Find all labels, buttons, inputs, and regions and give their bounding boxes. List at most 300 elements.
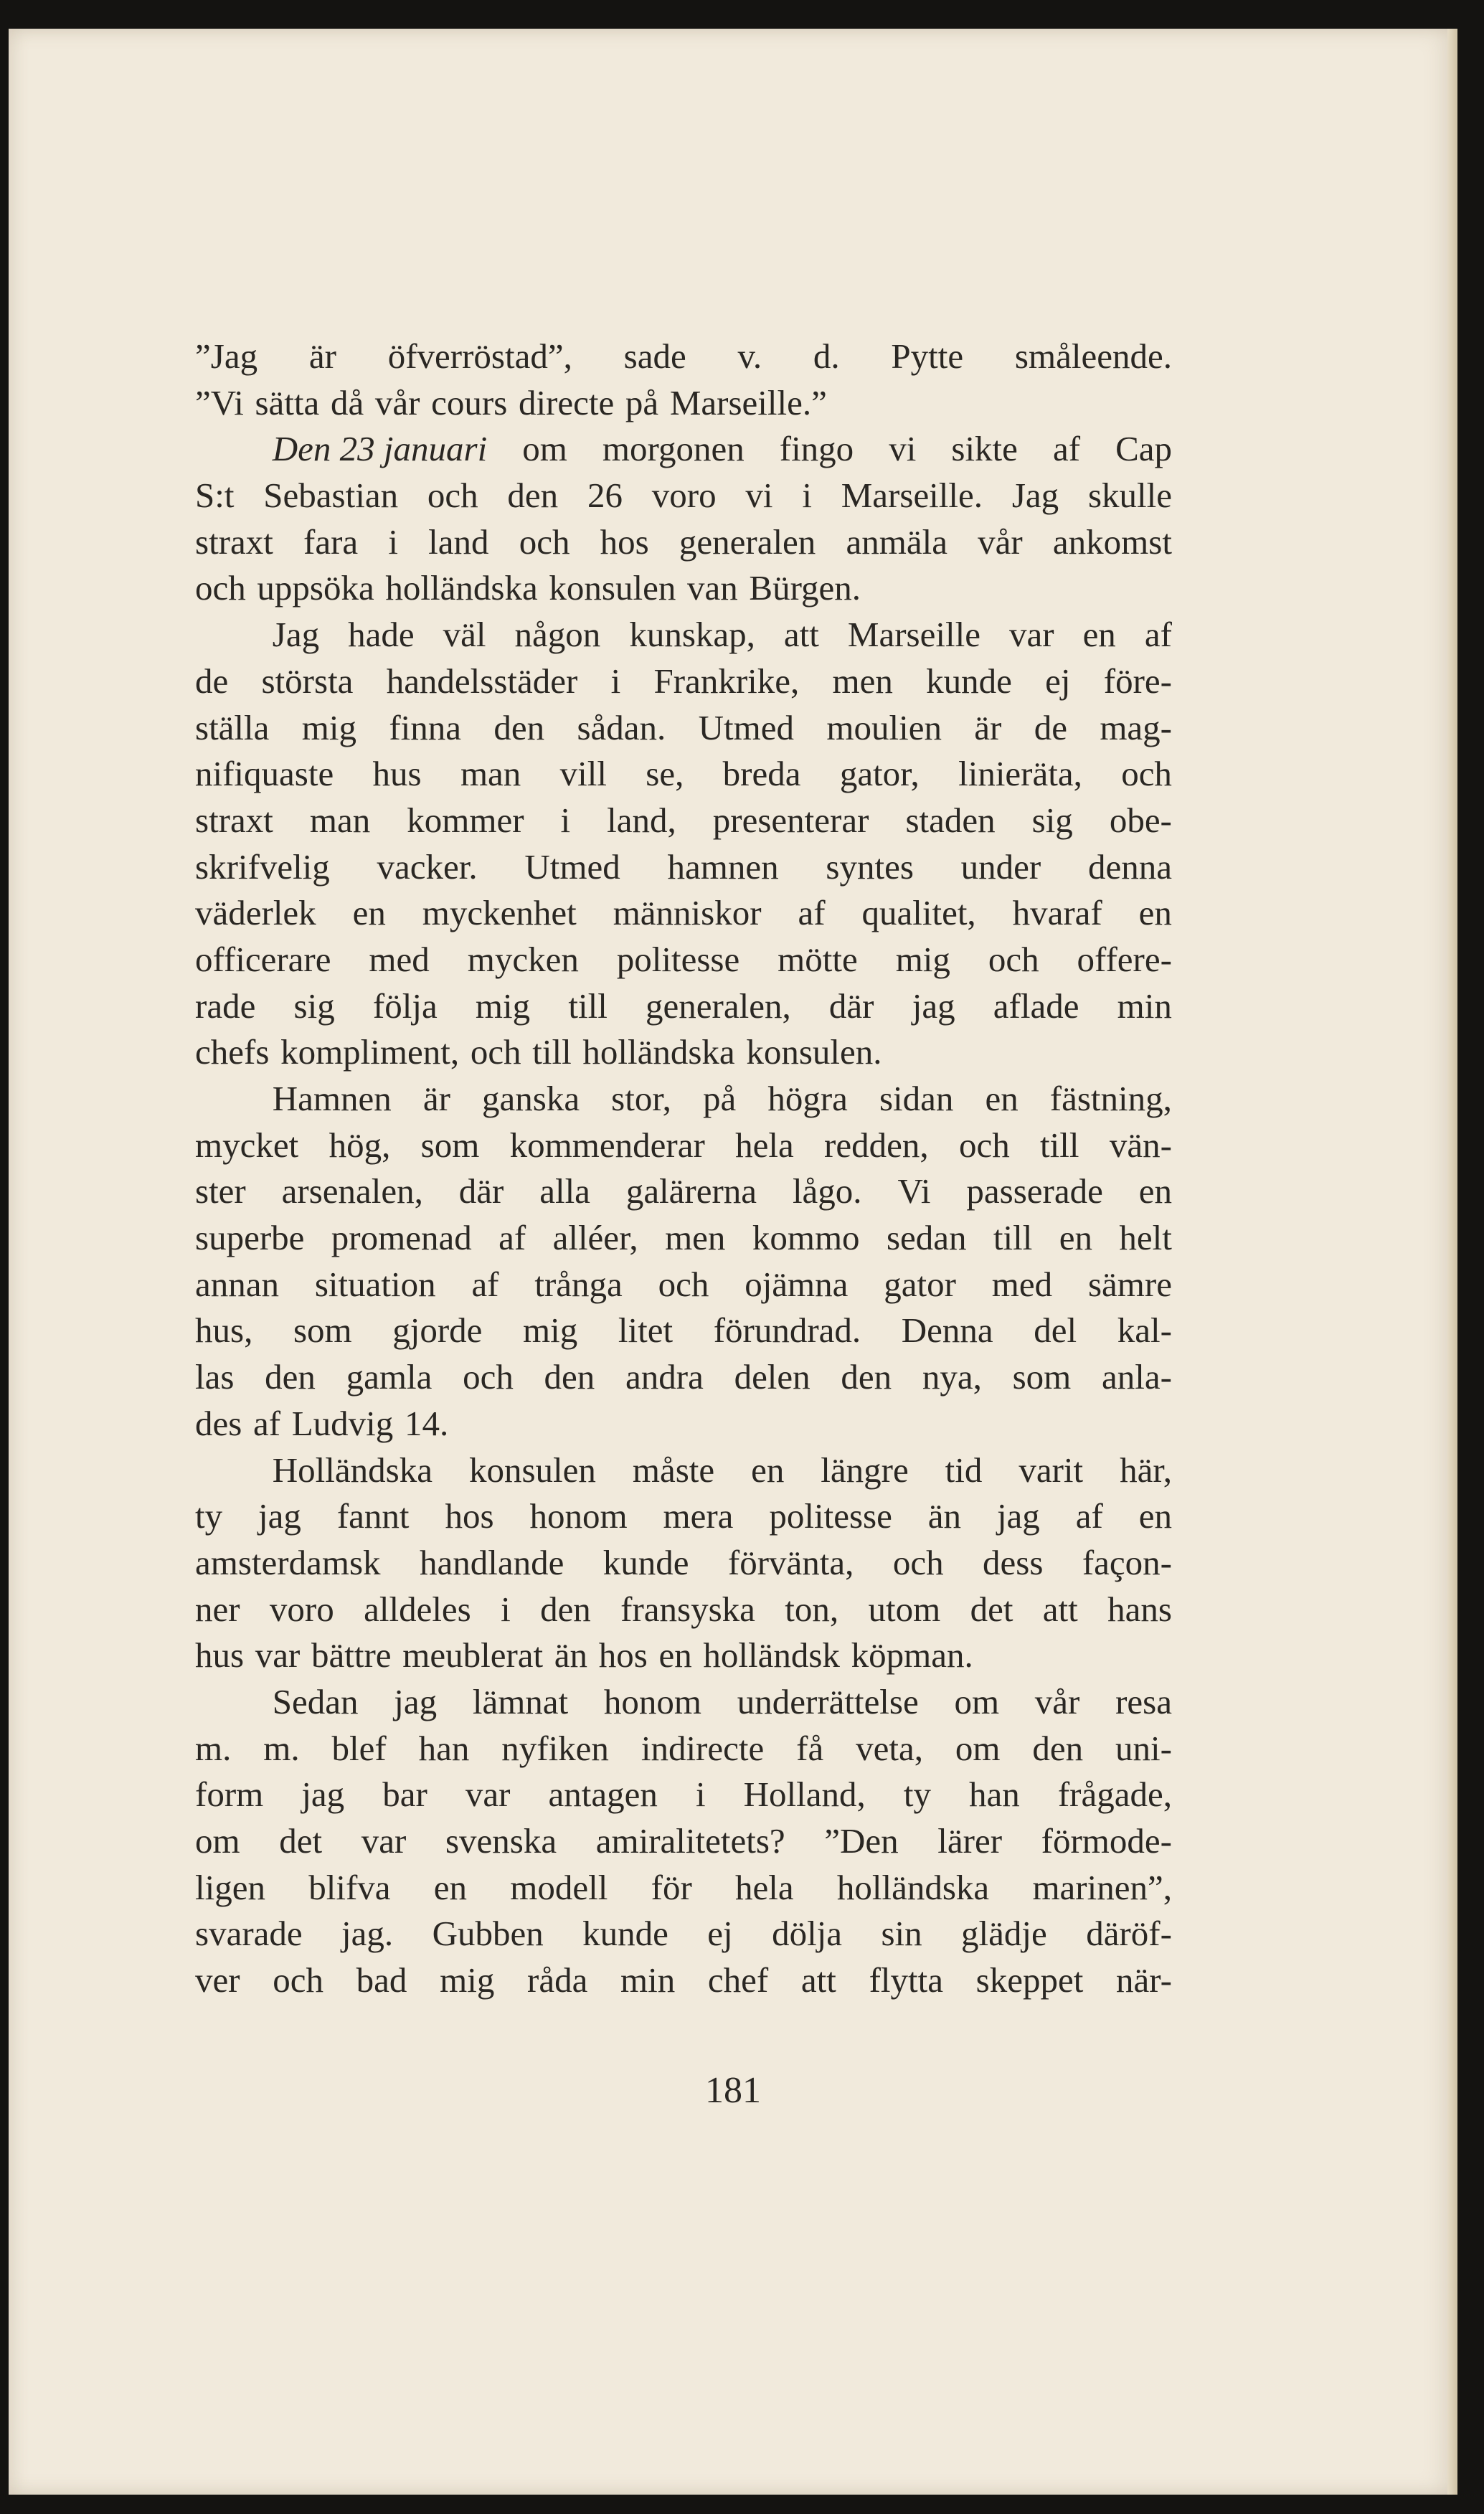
word: gamla: [346, 1357, 433, 1397]
word: konsulen: [468, 1450, 596, 1490]
word: om: [954, 1681, 1000, 1721]
word: anmäla: [846, 521, 947, 562]
word: fara: [303, 521, 359, 562]
word: konsulen: [549, 568, 676, 608]
word: finna: [389, 707, 462, 747]
text-line: [195, 1772, 1172, 1818]
word: 14.: [404, 1403, 449, 1443]
word: ster: [195, 1171, 246, 1211]
word: men: [832, 661, 893, 701]
word: under: [960, 846, 1041, 887]
word: straxt: [195, 521, 273, 562]
word: och: [195, 568, 246, 608]
word: land: [428, 521, 489, 562]
word: i: [560, 800, 571, 840]
word: konsulen.: [746, 1032, 882, 1072]
word: nya,: [922, 1357, 982, 1397]
word: hus,: [195, 1310, 253, 1351]
word: i: [610, 661, 621, 701]
word: ojämna: [745, 1264, 849, 1304]
word: var: [1008, 615, 1054, 655]
word: gjorde: [392, 1310, 483, 1351]
word: generalen,: [646, 986, 791, 1026]
text-line: [195, 1865, 1172, 1912]
word: Holland,: [743, 1775, 866, 1815]
word: varit: [1019, 1450, 1084, 1490]
text-line: [195, 473, 1172, 519]
word: största: [261, 661, 354, 701]
word: v.: [737, 336, 762, 376]
word: chefs: [195, 1032, 270, 1072]
word: sedan: [886, 1218, 967, 1258]
word: jag: [996, 1496, 1040, 1536]
word: som: [1012, 1357, 1072, 1397]
word: officerare: [195, 939, 331, 979]
word: kommer: [407, 800, 524, 840]
word: jag.: [341, 1914, 394, 1954]
word: jag: [912, 986, 955, 1026]
word: var: [255, 1635, 301, 1676]
word: var: [465, 1775, 511, 1815]
word: stor,: [611, 1079, 671, 1118]
word: blef: [331, 1728, 387, 1768]
word: glädje: [961, 1914, 1047, 1954]
text-line: [195, 612, 1172, 658]
word: sin: [881, 1914, 922, 1954]
word: sade: [623, 336, 686, 376]
text-line: [195, 1308, 1172, 1354]
text-line: [195, 1123, 1172, 1169]
italic-date: Den 23 januari: [272, 429, 488, 469]
word: en: [1138, 1496, 1172, 1536]
word: det: [970, 1589, 1013, 1629]
word: S:t: [195, 476, 235, 516]
word: dess: [983, 1542, 1044, 1582]
text-line: [195, 1076, 1172, 1123]
word: obe-: [1109, 800, 1172, 840]
word: hög,: [329, 1125, 391, 1165]
word: holländska: [385, 568, 538, 608]
word: Holländska: [272, 1450, 433, 1490]
word: bättre: [311, 1635, 392, 1676]
word: passerade: [966, 1171, 1103, 1211]
word: vill: [559, 754, 607, 794]
word: förvänta,: [727, 1542, 854, 1582]
page-number: 181: [705, 2070, 761, 2111]
word: som: [293, 1310, 352, 1351]
word: och: [988, 939, 1039, 979]
word: directe: [518, 382, 615, 422]
word: promenad: [331, 1218, 472, 1258]
word: qualitet,: [861, 893, 976, 933]
word: Cap: [1115, 429, 1172, 469]
word: Vi: [897, 1171, 931, 1211]
word: Hamnen: [272, 1079, 392, 1118]
text-line: [195, 937, 1172, 983]
text-line: [195, 426, 1172, 473]
word: antagen: [548, 1775, 658, 1815]
word: före-: [1103, 661, 1172, 701]
word: moulien: [826, 707, 942, 747]
text-line: [195, 380, 1172, 427]
word: hus: [195, 1635, 245, 1676]
word: skrifvelig: [195, 846, 330, 887]
word: Utmed: [524, 846, 620, 887]
paragraph: [195, 426, 1172, 612]
text-line: [195, 1493, 1172, 1540]
word: hos: [445, 1496, 494, 1536]
word: honom: [529, 1496, 628, 1536]
word: Utmed: [698, 707, 795, 747]
word: voro: [269, 1589, 334, 1629]
word: kommo: [752, 1218, 860, 1258]
text-line: [195, 1726, 1172, 1772]
word: kal-: [1117, 1310, 1172, 1351]
word: längre: [821, 1450, 909, 1490]
word: på: [625, 382, 659, 422]
word: sådan.: [577, 707, 666, 747]
word: gator,: [839, 754, 920, 794]
word: af: [253, 1403, 281, 1443]
paragraph: [195, 1447, 1172, 1679]
word: hans: [1107, 1589, 1172, 1629]
body-text: [195, 334, 1172, 2004]
word: mötte: [778, 939, 858, 979]
word: alla: [539, 1171, 590, 1211]
word: och: [463, 1357, 514, 1397]
text-line: [195, 1679, 1172, 1726]
word: lärer: [937, 1821, 1003, 1861]
text-line: [195, 1354, 1172, 1401]
word: någon: [514, 615, 601, 655]
word: den: [841, 1357, 892, 1397]
word: man: [309, 800, 371, 840]
word: ligen: [195, 1867, 265, 1907]
word: måste: [632, 1450, 715, 1490]
word: mig: [523, 1310, 578, 1351]
word: jag: [394, 1681, 438, 1721]
word: aflade: [993, 986, 1079, 1026]
word: om: [955, 1728, 1001, 1768]
word: en: [1138, 1171, 1172, 1211]
word: holländsk: [703, 1635, 840, 1676]
word: handlande: [419, 1542, 564, 1582]
word: hela: [735, 1125, 794, 1165]
word: underrättelse: [737, 1681, 919, 1721]
word: ty: [195, 1496, 223, 1536]
word: min: [620, 1960, 676, 2000]
word: anla-: [1102, 1357, 1172, 1397]
word: då: [330, 382, 364, 422]
word: han: [969, 1775, 1020, 1815]
word: hus: [372, 754, 422, 794]
word: på: [703, 1079, 737, 1118]
word: morgonen: [602, 429, 745, 469]
text-line: [195, 705, 1172, 752]
word: politesse: [616, 939, 740, 979]
word: Marseille.”: [669, 382, 827, 422]
word: att: [800, 1960, 836, 2000]
word: Pytte: [891, 336, 964, 376]
word: sig: [293, 986, 335, 1026]
word: se,: [646, 754, 684, 794]
text-line: [195, 890, 1172, 937]
word: politesse: [769, 1496, 892, 1536]
word: litet: [618, 1310, 674, 1351]
word: men: [665, 1218, 726, 1258]
word: följa: [372, 986, 438, 1026]
word: och: [658, 1264, 709, 1304]
word: form: [195, 1775, 264, 1815]
word: som: [420, 1125, 480, 1165]
text-line: [195, 1632, 1172, 1679]
word: att: [1042, 1589, 1078, 1629]
text-line: [195, 1262, 1172, 1308]
word: honom: [603, 1681, 701, 1721]
word: lågo.: [792, 1171, 862, 1211]
word: vår: [1034, 1681, 1080, 1721]
word: en: [352, 893, 386, 933]
word: arsenalen,: [281, 1171, 423, 1211]
word: småleende.: [1014, 336, 1172, 376]
word: af: [1075, 1496, 1103, 1536]
word: är: [974, 707, 1002, 747]
word: lämnat: [472, 1681, 569, 1721]
word: vi: [745, 476, 773, 516]
word: ankomst: [1052, 521, 1172, 562]
word: med: [991, 1264, 1053, 1304]
word: de: [1034, 707, 1067, 747]
word: trånga: [534, 1264, 623, 1304]
word: vacker.: [377, 846, 478, 887]
word: en: [751, 1450, 785, 1490]
word: och: [273, 1960, 323, 2000]
word: en: [985, 1079, 1019, 1118]
word: uppsöka: [257, 568, 374, 608]
word: nifiquaste: [195, 754, 334, 794]
word: chef: [707, 1960, 769, 2000]
word: breda: [722, 754, 801, 794]
word: en: [1138, 893, 1172, 933]
word: den: [540, 1589, 591, 1629]
word: ”Jag: [195, 336, 258, 376]
text-line: [195, 1818, 1172, 1865]
word: handelsstäder: [386, 661, 578, 701]
word: och: [1121, 754, 1172, 794]
word: där: [458, 1171, 504, 1211]
text-line: [195, 334, 1172, 380]
word: råda: [527, 1960, 588, 2000]
word: annan: [195, 1264, 279, 1304]
text-line: [195, 1401, 1172, 1447]
word: de: [195, 661, 229, 701]
text-line: [195, 1911, 1172, 1957]
word: svarade: [195, 1914, 303, 1954]
word: d.: [813, 336, 840, 376]
word: indirecte: [641, 1728, 765, 1768]
word: vår: [978, 521, 1023, 562]
word: mag-: [1100, 707, 1172, 747]
word: till: [1040, 1125, 1079, 1165]
word: här,: [1120, 1450, 1172, 1490]
word: skulle: [1087, 476, 1172, 516]
word: delen: [734, 1357, 810, 1397]
word: kunde: [926, 661, 1012, 701]
text-line: [195, 983, 1172, 1030]
word: 26: [587, 476, 623, 516]
word: redden,: [824, 1125, 929, 1165]
word: sätta: [255, 382, 320, 422]
word: m.: [195, 1728, 232, 1768]
word: af: [471, 1264, 499, 1304]
word: ton,: [785, 1589, 839, 1629]
word: helt: [1119, 1218, 1172, 1258]
text-line: [195, 751, 1172, 798]
word: mig: [440, 1960, 495, 2000]
word: och: [519, 521, 570, 562]
word: fannt: [336, 1496, 410, 1536]
word: och: [958, 1125, 1010, 1165]
word: straxt: [195, 800, 273, 840]
word: och: [427, 476, 478, 516]
word: galärerna: [625, 1171, 757, 1211]
word: façon-: [1082, 1542, 1172, 1582]
word: af: [798, 893, 826, 933]
word: till: [568, 986, 608, 1026]
word: ”Den: [824, 1821, 899, 1861]
text-line: [195, 1029, 1172, 1076]
word: blifva: [308, 1867, 391, 1907]
word: till: [993, 1218, 1033, 1258]
word: till: [532, 1032, 572, 1072]
text-line: [195, 1168, 1172, 1215]
word: kunskap,: [629, 615, 755, 655]
word: förundrad.: [713, 1310, 861, 1351]
word: om: [195, 1821, 240, 1861]
word: af: [498, 1218, 526, 1258]
word: mig: [475, 986, 531, 1026]
word: holländska: [836, 1867, 990, 1907]
word: väderlek: [195, 893, 316, 933]
word: mycket: [195, 1125, 299, 1165]
word: amiralitetets?: [595, 1821, 785, 1861]
word: rade: [195, 986, 256, 1026]
word: ställa: [195, 707, 270, 747]
word: modell: [510, 1867, 608, 1907]
word: dölja: [772, 1914, 843, 1954]
word: min: [1117, 986, 1172, 1026]
word: ner: [195, 1589, 240, 1629]
word: vän-: [1109, 1125, 1172, 1165]
word: Frankrike,: [653, 661, 800, 701]
word: amsterdamsk: [195, 1542, 381, 1582]
word: Jag: [272, 615, 320, 655]
text-line: [195, 519, 1172, 566]
text-line: [195, 1957, 1172, 2004]
word: svenska: [445, 1821, 557, 1861]
word: är: [422, 1079, 450, 1118]
paragraph: [195, 612, 1172, 1076]
word: än: [554, 1635, 588, 1676]
word: af: [1052, 429, 1081, 469]
text-line: [195, 1215, 1172, 1262]
word: köpman.: [851, 1635, 973, 1676]
word: högra: [767, 1079, 848, 1118]
word: generalen: [679, 521, 816, 562]
word: Marseille.: [841, 476, 983, 516]
word: i: [695, 1775, 706, 1815]
word: las: [195, 1357, 235, 1397]
paragraph: [195, 1076, 1172, 1447]
paragraph: [195, 1679, 1172, 2004]
word: öfverröstad”,: [387, 336, 572, 376]
word: superbe: [195, 1218, 305, 1258]
word: i: [388, 521, 398, 562]
word: hela: [735, 1867, 794, 1907]
word: hos: [598, 1635, 648, 1676]
text-line: [195, 565, 1172, 612]
word: hvaraf: [1012, 893, 1102, 933]
word: myckenhet: [422, 893, 577, 933]
word: det: [279, 1821, 323, 1861]
word: kunde: [602, 1542, 689, 1582]
word: offere-: [1077, 939, 1172, 979]
word: om: [522, 429, 567, 469]
word: sämre: [1087, 1264, 1172, 1304]
word: kunde: [582, 1914, 668, 1954]
word: marinen”,: [1032, 1867, 1172, 1907]
word: mera: [663, 1496, 734, 1536]
text-line: [195, 1587, 1172, 1633]
word: nyfiken: [501, 1728, 609, 1768]
word: staden: [905, 800, 996, 840]
word: än: [927, 1496, 962, 1536]
word: med: [369, 939, 430, 979]
word: hamnen: [667, 846, 779, 887]
word: vi: [889, 429, 917, 469]
word: uni-: [1115, 1728, 1172, 1768]
word: del: [1034, 1310, 1077, 1351]
word: syntes: [826, 846, 914, 887]
word: alléer,: [552, 1218, 638, 1258]
word: hos: [600, 521, 649, 562]
word: och: [470, 1032, 521, 1072]
word: fransyska: [620, 1589, 755, 1629]
word: Marseille: [847, 615, 980, 655]
word: gator: [884, 1264, 956, 1304]
word: flytta: [869, 1960, 943, 2000]
word: ej: [707, 1914, 733, 1954]
word: af: [1144, 615, 1172, 655]
word: i: [802, 476, 812, 516]
word: utom: [868, 1589, 941, 1629]
word: förmode-: [1041, 1821, 1172, 1861]
word: bad: [356, 1960, 407, 2000]
word: kompliment,: [280, 1032, 460, 1072]
word: Bürgen.: [749, 568, 861, 608]
word: van: [687, 568, 738, 608]
word: en: [1082, 615, 1116, 655]
word: en: [1059, 1218, 1093, 1258]
word: veta,: [856, 1728, 923, 1768]
word: att: [783, 615, 819, 655]
word: andra: [625, 1357, 704, 1397]
word: land,: [607, 800, 676, 840]
word: och: [892, 1542, 944, 1582]
text-line: [195, 658, 1172, 705]
word: kommenderar: [509, 1125, 705, 1165]
paragraph: [195, 334, 1172, 426]
